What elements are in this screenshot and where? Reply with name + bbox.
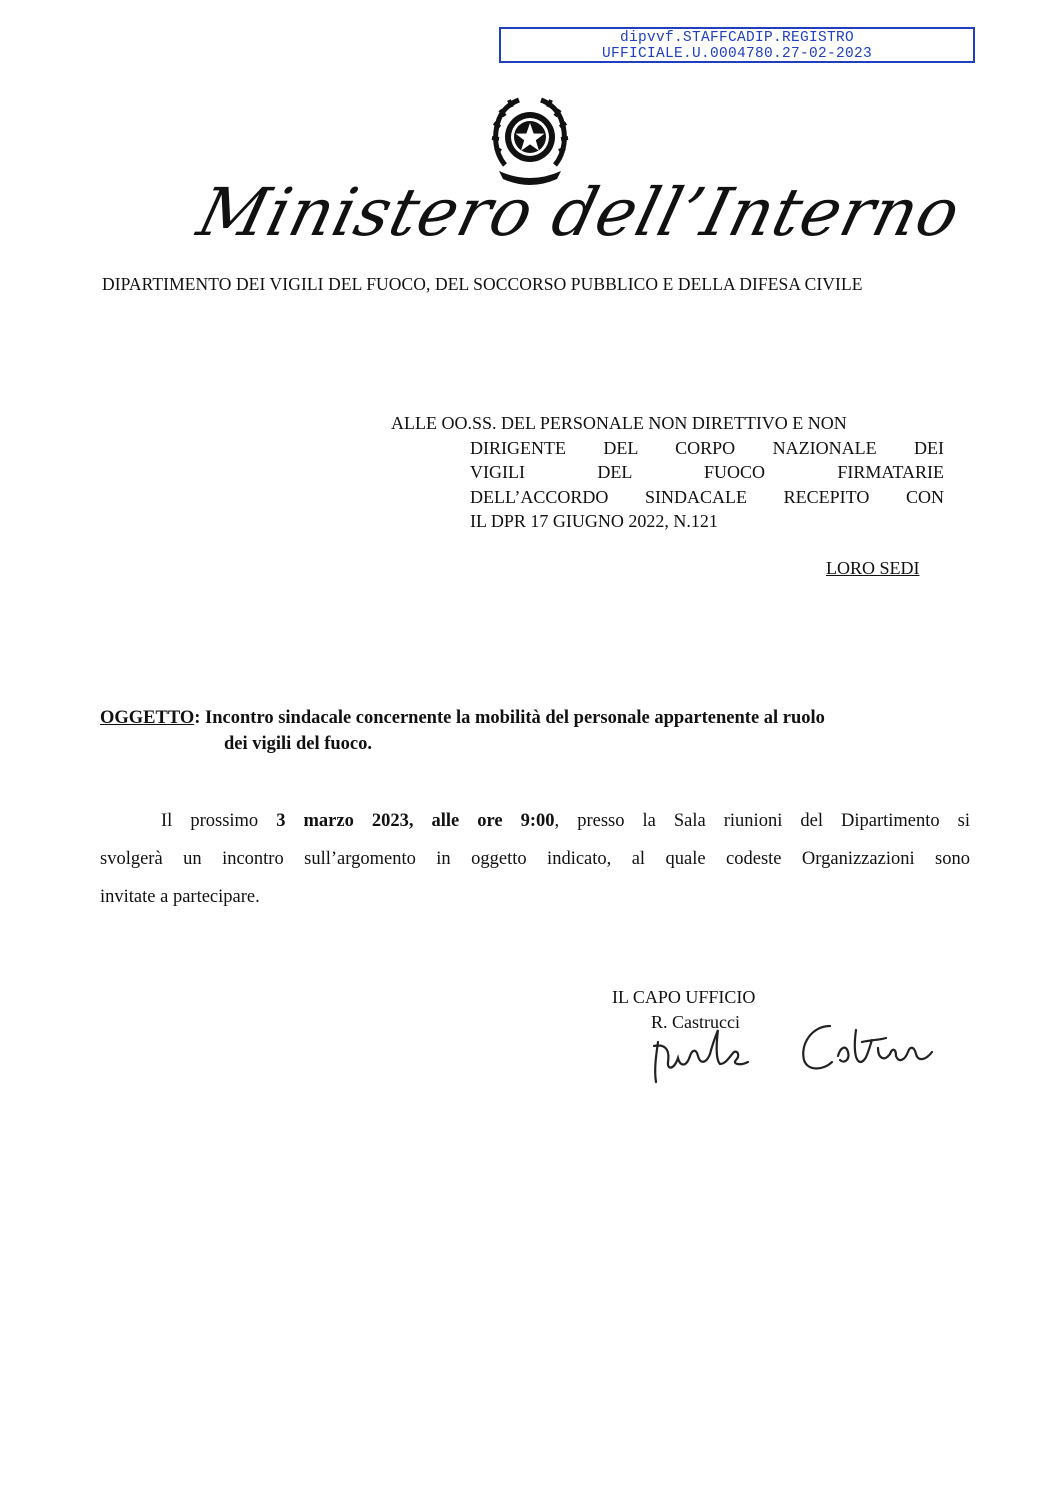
- signatory-name: R. Castrucci: [651, 1012, 740, 1032]
- protocol-line-2: UFFICIALE.U.0004780.27-02-2023: [601, 46, 873, 62]
- subject-block: [100, 705, 972, 757]
- body-line-3: invitate a partecipare.: [100, 887, 260, 907]
- handwritten-signature: [640, 1000, 950, 1090]
- addressee-line-4: DELL’ACCORDO SINDACALE RECEPITO CON: [470, 486, 944, 507]
- body-after: , presso la Sala riunioni del Dipartimento si: [554, 811, 971, 831]
- addressee-line-5: IL DPR 17 GIUGNO 2022, N.121: [470, 511, 718, 531]
- subject-line-1: Incontro sindacale concernente la mobilità del personale appartenente al ruolo: [205, 708, 825, 728]
- subject-colon: :: [194, 708, 201, 728]
- body-line-2: svolgerà un incontro sull’argomento in oggetto indicato, al quale codeste Organizzazioni sono: [100, 849, 970, 869]
- addressee-block: [391, 411, 944, 534]
- body-intro: Il prossimo: [161, 811, 259, 831]
- ministry-title: Ministero dell’Interno: [190, 174, 969, 251]
- subject-line-2: dei vigili del fuoco.: [224, 734, 372, 754]
- body-paragraph: [100, 802, 970, 916]
- addressee-line-3: VIGILI DEL FUOCO FIRMATARIE: [470, 462, 944, 482]
- department-name: DIPARTIMENTO DEI VIGILI DEL FUOCO, DEL SOCCORSO PUBBLICO E DELLA DIFESA CIVILE: [102, 274, 863, 294]
- protocol-line-1: dipvvf.STAFFCADIP.REGISTRO: [619, 30, 855, 46]
- loro-sedi: LORO SEDI: [826, 558, 920, 578]
- addressee-line-2: DIRIGENTE DEL CORPO NAZIONALE DEI: [470, 437, 944, 458]
- addressee-line-1: ALLE OO.SS. DEL PERSONALE NON DIRETTIVO E NON: [391, 413, 847, 433]
- body-date: 3 marzo 2023, alle ore 9:00: [276, 811, 555, 831]
- subject-label: OGGETTO: [100, 708, 195, 728]
- protocol-stamp: [499, 27, 975, 63]
- signatory-title: IL CAPO UFFICIO: [612, 987, 756, 1007]
